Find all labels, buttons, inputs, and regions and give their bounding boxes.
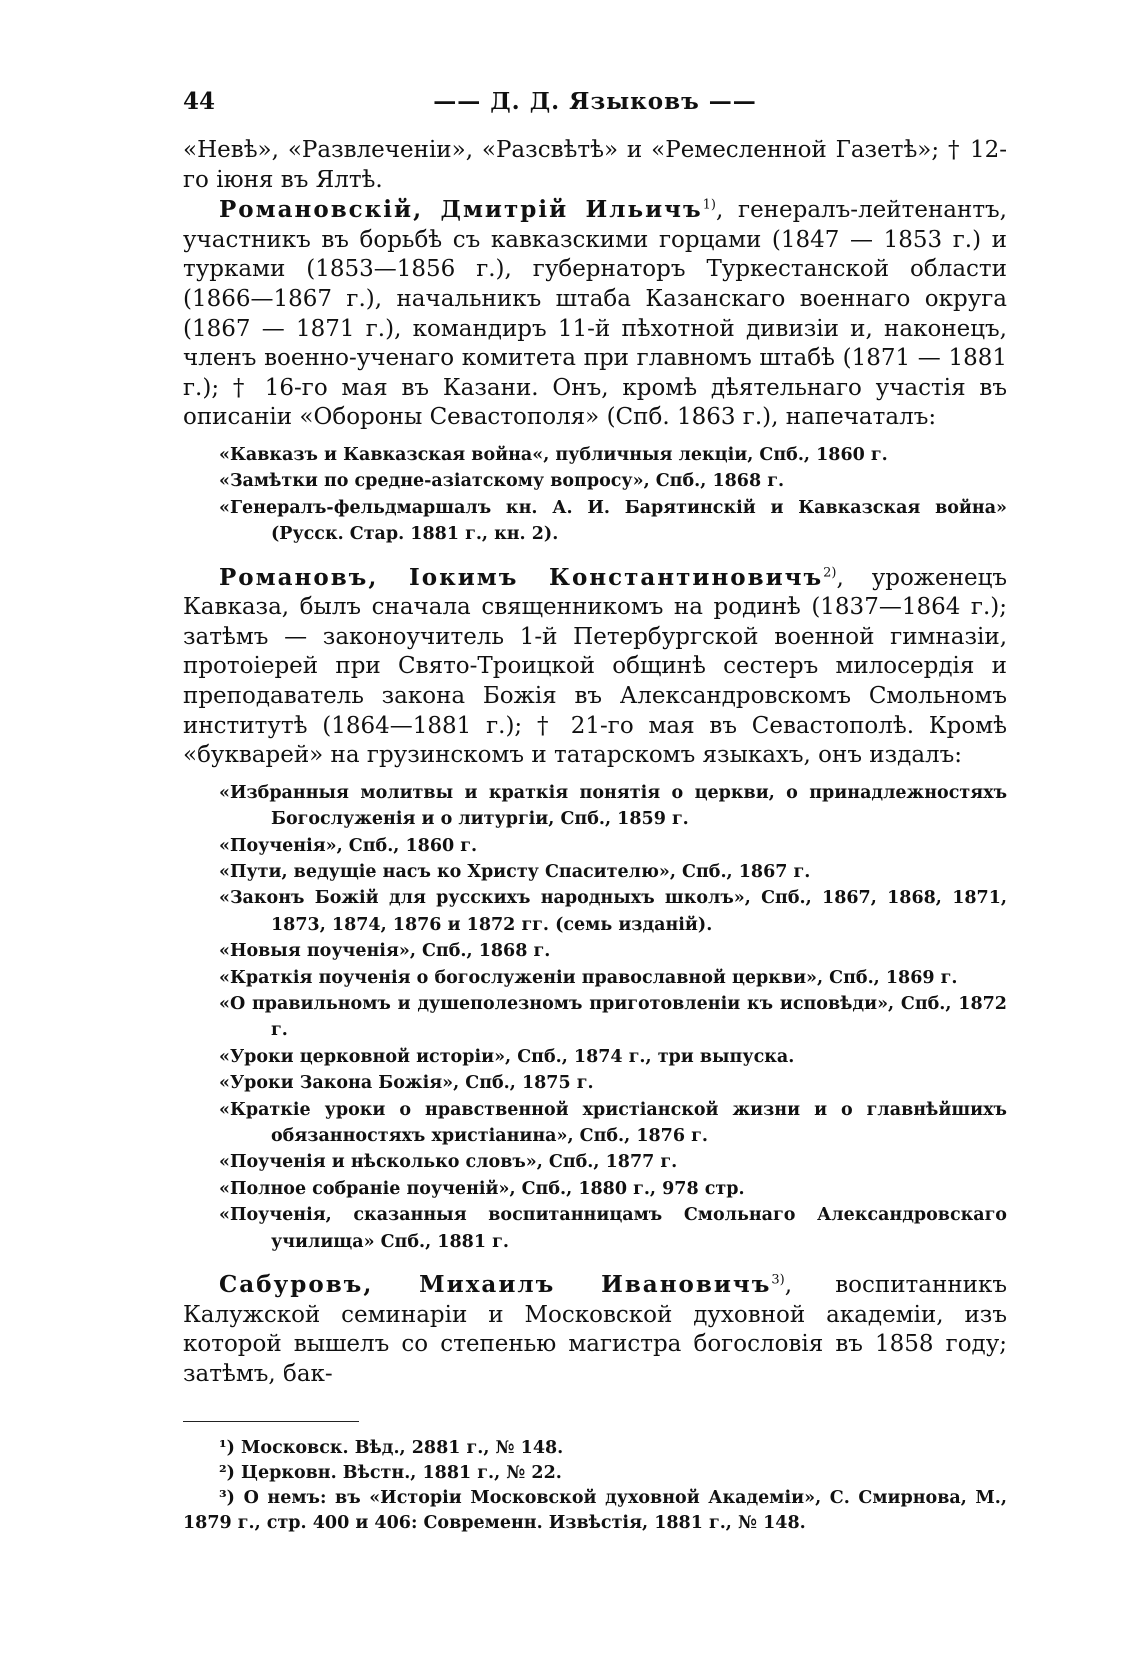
entry-text: , воспитанникъ Калужской семинаріи и Московской духовной академіи, изъ которой вышелъ со степенью магистра богословія въ 1858 году; затѣмъ, бак- [183,1272,1007,1387]
page-header [183,88,1007,124]
footnote-text: Московск. Вѣд., 2881 г., № 148. [241,1438,564,1459]
entry-name: Романовскій, Дмитрій Ильичъ [219,196,703,224]
footnote-text: О немъ: въ «Исторіи Московской духовной Академіи», С. Смирнова, М., 1879 г., стр. 400 и 406: Современн. Извѣстія, 1881 г., № 148. [183,1488,1007,1534]
entry-saburov [183,1270,1007,1389]
work-item: «Пути, ведущіе насъ ко Христу Спасителю», Спб., 1867 г. [219,861,811,882]
footnote-ref: 2) [823,564,837,580]
footnote [183,1486,1007,1536]
footnote-mark: ¹) [219,1438,235,1459]
work-item: «Избранныя молитвы и краткія понятія о церкви, о принадлежностяхъ Богослуженія и о литургіи, Спб., 1859 г. [219,782,1007,830]
entry-text: , уроженецъ Кавказа, былъ сначала священникомъ на родинѣ (1837—1864 г.); затѣмъ — законоучитель 1-й Петербургской военной гимназіи, протоіерей при Свято-Троицкой общинѣ сестеръ милосердія и преподаватель закона Божія въ Александровскомъ Смольномъ институтѣ (1864—1881 г.); † 21-го мая въ Севастополѣ. Кромѣ «букварей» на грузинскомъ и татарскомъ языкахъ, онъ издалъ: [183,564,1007,769]
entry-romanovsky [183,195,1007,433]
page-number: 44 [183,88,216,115]
footnotes [183,1436,1007,1536]
work-item: «Генералъ-фельдмаршалъ кн. А. И. Барятинскій и Кавказская война» (Русск. Стар. 1881 г., кн. 2). [219,497,1007,545]
entry-name: Романовъ, Іокимъ Константиновичъ [219,563,824,591]
work-item: «Полное собраніе поученій», Спб., 1880 г., 978 стр. [219,1178,745,1199]
footnote-mark: ³) [219,1488,235,1509]
entry-text: , генералъ-лейтенантъ, участникъ въ борьбѣ съ кавказскими горцами (1847 — 1853 г.) и турками (1853—1856 г.), губернаторъ Туркестанской области (1866—1867 г.), начальникъ штаба Казанскаго военнаго округа (1867 — 1871 г.), командиръ 11-й пѣхотной дивизіи и, наконецъ, членъ военно-ученаго комитета при главномъ штабѣ (1871 — 1881 г.); † 16-го мая въ Казани. Онъ, кромѣ дѣятельнаго участія въ описаніи «Обороны Севастополя» (Спб. 1863 г.), напечаталъ: [183,197,1007,431]
page-body [183,136,1007,1536]
entry-romanov [183,563,1007,771]
works-list-romanov [219,780,1007,1255]
work-item: «Новыя поученія», Спб., 1868 г. [219,941,551,962]
entry-name: Сабуровъ, Михаилъ Ивановичъ [219,1271,772,1299]
footnote-text: Церковн. Вѣстн., 1881 г., № 22. [241,1463,562,1484]
work-item: «Уроки церковной исторіи», Спб., 1874 г., три выпуска. [219,1046,795,1067]
work-item: «Поученія и нѣсколько словъ», Спб., 1877 г. [219,1152,678,1173]
footnote-mark: ²) [219,1463,235,1484]
footnote-ref: 3) [771,1272,785,1288]
work-item: «Поученія, сказанныя воспитанницамъ Смольнаго Александровскаго училища» Спб., 1881 г. [219,1205,1007,1252]
work-item: «Уроки Закона Божія», Спб., 1875 г. [219,1073,594,1094]
footnote-ref: 1) [702,197,716,213]
works-list-romanovsky [219,442,1007,548]
continuation-paragraph: «Невѣ», «Развлеченіи», «Разсвѣтѣ» и «Ремесленной Газетѣ»; † 12-го іюня въ Ялтѣ. [183,137,1007,193]
work-item: «Законъ Божій для русскихъ народныхъ школъ», Спб., 1867, 1868, 1871, 1873, 1874, 1876 и 1872 гг. (семь изданій). [219,888,1007,935]
work-item: «Краткія поученія о богослуженіи православной церкви», Спб., 1869 г. [219,967,958,988]
work-item: «Поученія», Спб., 1860 г. [219,835,478,856]
work-item: «О правильномъ и душеполезномъ приготовленіи къ исповѣди», Спб., 1872 г. [219,993,1007,1041]
work-item: «Кавказъ и Кавказская война«, публичныя лекціи, Спб., 1860 г. [219,444,888,465]
footnote [183,1436,1007,1461]
work-item: «Краткіе уроки о нравственной христіанской жизни и о главнѣйшихъ обязанностяхъ христіанина», Спб., 1876 г. [219,1099,1007,1146]
work-item: «Замѣтки по средне-азіатскому вопросу», Спб., 1868 г. [219,471,785,492]
footnote-divider [183,1421,359,1422]
footnote [183,1461,1007,1486]
running-title: —— Д. Д. Языковъ —— [433,88,757,115]
